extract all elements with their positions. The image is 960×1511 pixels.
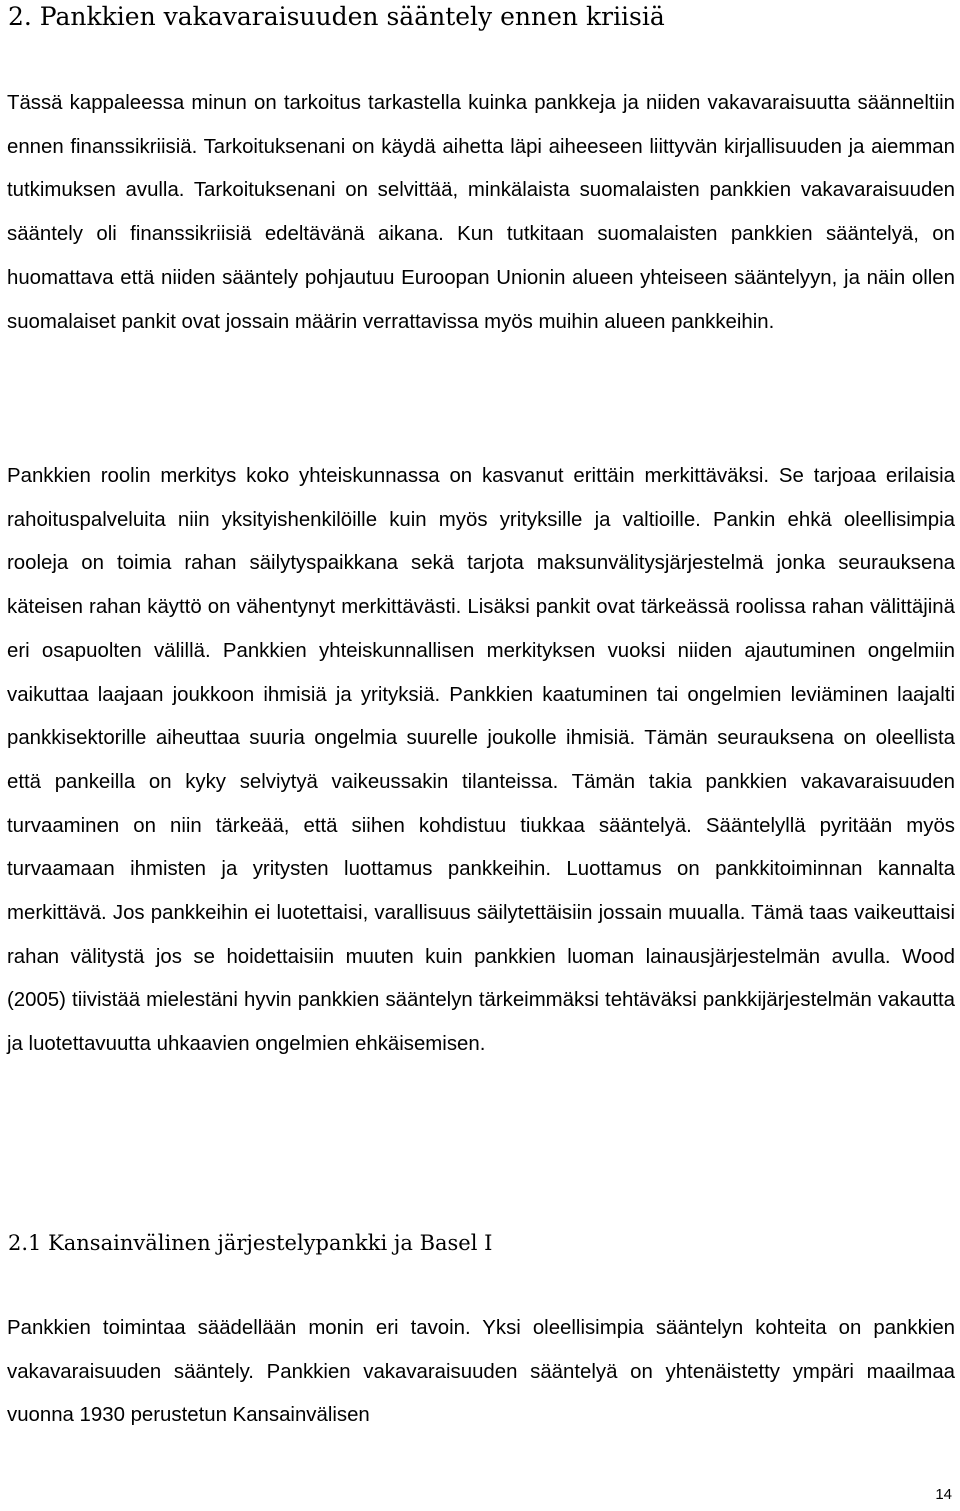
body-paragraph: Pankkien roolin merkitys koko yhteiskunnassa on kasvanut erittäin merkittäväksi. Se tarjoaa erilaisia rahoituspalveluita niin yksityishenkilöille kuin myös yrityksille ja valtioille. Pankin ehkä oleellisimpia rooleja on toimia rahan säilytyspaikkana sekä tarjota maksunvälitysjärjestelmä jonka seurauksena käteisen rahan käyttö on vähentynyt merkittävästi. Lisäksi pankit ovat tärkeässä roolissa rahan välittäjinä eri osapuolten välillä. Pankkien yhteiskunnallisen merkityksen vuoksi niiden ajautuminen ongelmiin vaikuttaa laajaan joukkoon ihmisiä ja yrityksiä. Pankkien kaatuminen tai ongelmien leviäminen laajalti pankkisektorille aiheuttaa suuria ongelmia suurelle joukolle ihmisiä. Tämän seurauksena on oleellista että pankeilla on kyky selviytyä vaikeussakin tilanteissa. Tämän takia pankkien vakavaraisuuden turvaaminen on niin tärkeää, että siihen kohdistuu tiukkaa sääntelyä. Sääntelyllä pyritään myös turvaamaan ihmisten ja yritysten luottamus pankkeihin. Luottamus on pankkitoiminnan kannalta merkittävä. Jos pankkeihin ei luotettaisi, varallisuus säilytettäisiin jossain muualla. Tämä taas vaikeuttaisi rahan välitystä jos se hoidettaisiin muuten kuin pankkien luoman lainausjärjestelmän avulla. Wood (2005) tiivistää mielestäni hyvin pankkien sääntelyn tärkeimmäksi tehtäväksi pankkijärjestelmän vakautta ja luotettavuutta uhkaavien ongelmien ehkäisemisen.	[7, 465, 955, 1056]
section-heading: 2. Pankkien vakavaraisuuden sääntely ennen kriisiä	[8, 2, 665, 31]
page-number: 14	[935, 1486, 952, 1503]
body-paragraph: Tässä kappaleessa minun on tarkoitus tarkastella kuinka pankkeja ja niiden vakavaraisuutta säänneltiin ennen finanssikriisiä. Tarkoituksenani on käydä aihetta läpi aiheeseen liittyvän kirjallisuuden ja aiemman tutkimuksen avulla. Tarkoituksenani on selvittää, minkälaista suomalaisten pankkien vakavaraisuuden sääntely oli finanssikriisiä edeltävänä aikana. Kun tutkitaan suomalaisten pankkien sääntelyä, on huomattava että niiden sääntely pohjautuu Euroopan Unionin alueen yhteiseen sääntelyyn, ja näin ollen suomalaiset pankit ovat jossain määrin verrattavissa myös muihin alueen pankkeihin.	[7, 92, 955, 333]
subsection-heading: 2.1 Kansainvälinen järjestelypankki ja Basel I	[8, 1231, 493, 1255]
body-paragraph: Pankkien toimintaa säädellään monin eri tavoin. Yksi oleellisimpia sääntelyn kohteita on pankkien vakavaraisuuden sääntely. Pankkien vakavaraisuuden sääntelyä on yhtenäistetty ympäri maailmaa vuonna 1930 perustetun Kansainvälisen	[7, 1317, 955, 1427]
